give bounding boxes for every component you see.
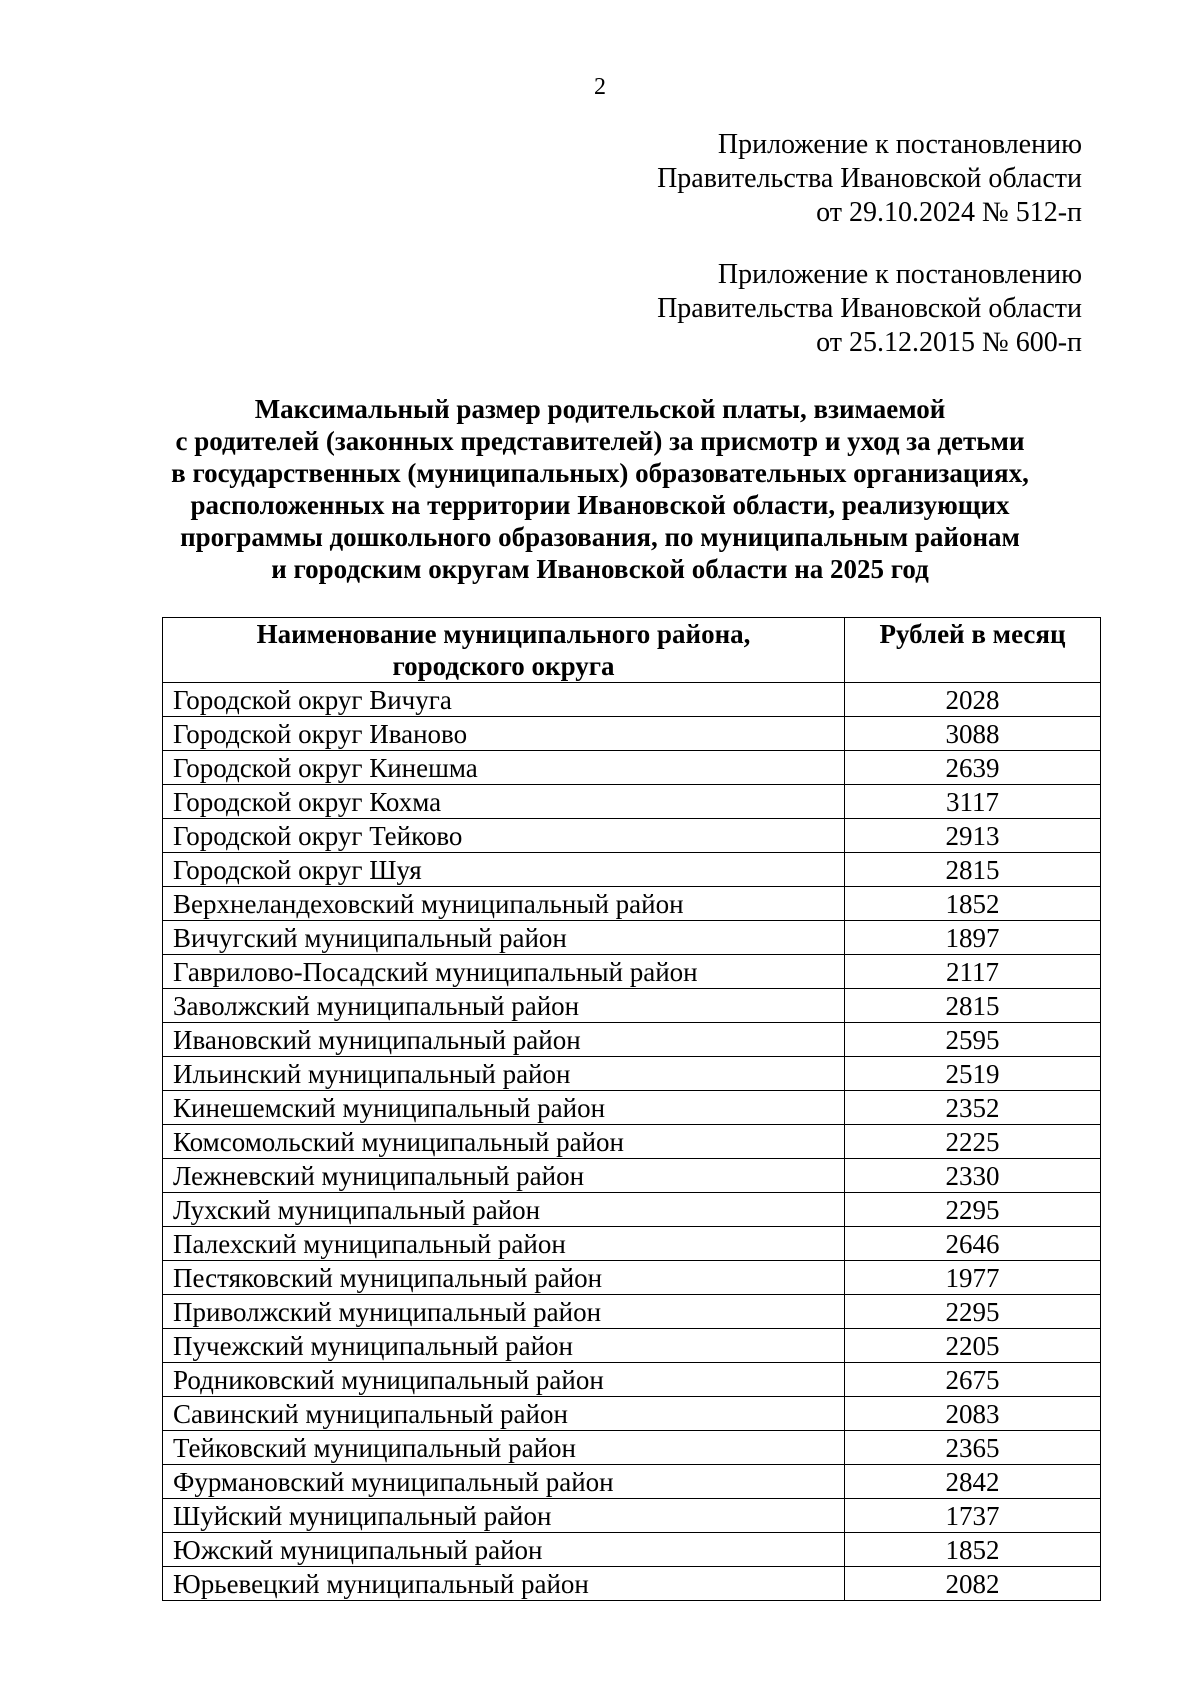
fee-value-cell: 1852 — [845, 1533, 1101, 1567]
header-name-column — [163, 618, 845, 683]
fee-value-cell: 2815 — [845, 989, 1101, 1023]
table-row — [163, 1091, 1101, 1125]
district-name-cell: Кинешемский муниципальный район — [163, 1091, 845, 1125]
fee-value-cell: 2595 — [845, 1023, 1101, 1057]
table-row — [163, 1125, 1101, 1159]
district-name-cell: Пестяковский муниципальный район — [163, 1261, 845, 1295]
title-line: Максимальный размер родительской платы, взимаемой — [254, 394, 946, 424]
table-body — [163, 683, 1101, 1601]
appendix-note-original — [382, 258, 1082, 360]
fee-value-cell: 2082 — [845, 1567, 1101, 1601]
district-name-cell: Городской округ Кохма — [163, 785, 845, 819]
table-header-row — [163, 618, 1101, 683]
district-name-cell: Южский муниципальный район — [163, 1533, 845, 1567]
district-name-cell: Гаврилово-Посадский муниципальный район — [163, 955, 845, 989]
district-name-cell: Юрьевецкий муниципальный район — [163, 1567, 845, 1601]
table-row — [163, 1023, 1101, 1057]
page-number: 2 — [594, 74, 606, 100]
header-value-column: Рублей в месяц — [845, 618, 1101, 683]
table-row — [163, 785, 1101, 819]
district-name-cell: Савинский муниципальный район — [163, 1397, 845, 1431]
title-line: в государственных (муниципальных) образовательных организациях, — [171, 458, 1029, 488]
fee-value-cell: 2519 — [845, 1057, 1101, 1091]
document-title — [100, 393, 1100, 585]
district-name-cell: Пучежский муниципальный район — [163, 1329, 845, 1363]
fee-value-cell: 2225 — [845, 1125, 1101, 1159]
table-row — [163, 1499, 1101, 1533]
table-row — [163, 1397, 1101, 1431]
table-row — [163, 717, 1101, 751]
fee-value-cell: 2365 — [845, 1431, 1101, 1465]
table-row — [163, 1057, 1101, 1091]
fee-value-cell: 2352 — [845, 1091, 1101, 1125]
district-name-cell: Городской округ Тейково — [163, 819, 845, 853]
fee-value-cell: 2815 — [845, 853, 1101, 887]
fee-value-cell: 2295 — [845, 1295, 1101, 1329]
table-row — [163, 1227, 1101, 1261]
fee-value-cell: 2675 — [845, 1363, 1101, 1397]
table-row — [163, 1431, 1101, 1465]
district-name-cell: Городской округ Вичуга — [163, 683, 845, 717]
fee-value-cell: 2083 — [845, 1397, 1101, 1431]
fee-value-cell: 2842 — [845, 1465, 1101, 1499]
district-name-cell: Лежневский муниципальный район — [163, 1159, 845, 1193]
fee-value-cell: 2295 — [845, 1193, 1101, 1227]
district-name-cell: Приволжский муниципальный район — [163, 1295, 845, 1329]
district-name-cell: Фурмановский муниципальный район — [163, 1465, 845, 1499]
table-row — [163, 1567, 1101, 1601]
table-row — [163, 921, 1101, 955]
fee-value-cell: 2117 — [845, 955, 1101, 989]
district-name-cell: Комсомольский муниципальный район — [163, 1125, 845, 1159]
fee-value-cell: 2205 — [845, 1329, 1101, 1363]
fee-value-cell: 1977 — [845, 1261, 1101, 1295]
appendix-line: Правительства Ивановской области — [657, 293, 1082, 324]
header-name-line: городского округа — [392, 651, 615, 681]
appendix-note-current — [382, 128, 1082, 230]
title-line: с родителей (законных представителей) за присмотр и уход за детьми — [175, 426, 1025, 456]
fee-value-cell: 2646 — [845, 1227, 1101, 1261]
district-name-cell: Городской округ Шуя — [163, 853, 845, 887]
appendix-line: от 25.12.2015 № 600-п — [816, 327, 1082, 358]
fee-value-cell: 2028 — [845, 683, 1101, 717]
fee-value-cell: 1737 — [845, 1499, 1101, 1533]
fee-value-cell: 2639 — [845, 751, 1101, 785]
table-row — [163, 989, 1101, 1023]
table-row — [163, 751, 1101, 785]
table-row — [163, 1295, 1101, 1329]
title-line: программы дошкольного образования, по муниципальным районам — [180, 522, 1020, 552]
fee-value-cell: 1852 — [845, 887, 1101, 921]
appendix-line: Приложение к постановлению — [717, 259, 1082, 290]
table-row — [163, 1363, 1101, 1397]
title-line: расположенных на территории Ивановской области, реализующих — [190, 490, 1010, 520]
appendix-line: от 29.10.2024 № 512-п — [816, 197, 1082, 228]
appendix-line: Приложение к постановлению — [717, 129, 1082, 160]
district-name-cell: Родниковский муниципальный район — [163, 1363, 845, 1397]
table-row — [163, 853, 1101, 887]
fee-table — [162, 617, 1101, 1601]
district-name-cell: Заволжский муниципальный район — [163, 989, 845, 1023]
appendix-line: Правительства Ивановской области — [657, 163, 1082, 194]
fee-value-cell: 2330 — [845, 1159, 1101, 1193]
header-name-line: Наименование муниципального района, — [256, 619, 751, 649]
district-name-cell: Палехский муниципальный район — [163, 1227, 845, 1261]
district-name-cell: Вичугский муниципальный район — [163, 921, 845, 955]
district-name-cell: Верхнеландеховский муниципальный район — [163, 887, 845, 921]
district-name-cell: Лухский муниципальный район — [163, 1193, 845, 1227]
title-line: и городским округам Ивановской области на 2025 год — [271, 554, 929, 584]
table-row — [163, 1465, 1101, 1499]
table-row — [163, 1261, 1101, 1295]
district-name-cell: Шуйский муниципальный район — [163, 1499, 845, 1533]
table-row — [163, 683, 1101, 717]
table-row — [163, 819, 1101, 853]
fee-value-cell: 3117 — [845, 785, 1101, 819]
table-row — [163, 1193, 1101, 1227]
fee-value-cell: 2913 — [845, 819, 1101, 853]
table-row — [163, 1329, 1101, 1363]
district-name-cell: Ивановский муниципальный район — [163, 1023, 845, 1057]
table-row — [163, 1533, 1101, 1567]
district-name-cell: Городской округ Кинешма — [163, 751, 845, 785]
table-row — [163, 1159, 1101, 1193]
district-name-cell: Ильинский муниципальный район — [163, 1057, 845, 1091]
table-row — [163, 955, 1101, 989]
fee-value-cell: 3088 — [845, 717, 1101, 751]
table-row — [163, 887, 1101, 921]
district-name-cell: Тейковский муниципальный район — [163, 1431, 845, 1465]
district-name-cell: Городской округ Иваново — [163, 717, 845, 751]
fee-value-cell: 1897 — [845, 921, 1101, 955]
